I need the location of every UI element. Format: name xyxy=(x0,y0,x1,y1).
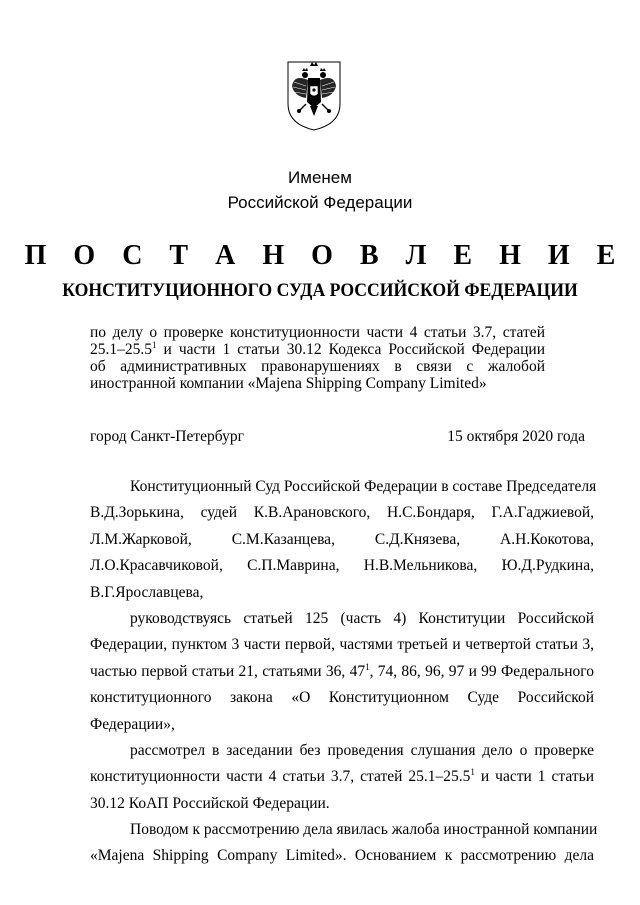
date: 15 октября 2020 года xyxy=(447,428,585,445)
body-line: конституционности части 4 статьи 3.7, статей 25.1–25.5$^1$ и части 1 статьи xyxy=(90,767,594,786)
body-line: Поводом к рассмотрению дела явилась жалоба иностранной компании xyxy=(130,821,598,839)
body-line: Конституционный Суд Российской Федерации в составе Председателя xyxy=(130,478,597,495)
document-body xyxy=(90,474,598,870)
subject-line: по делу о проверке конституционности части 4 статьи 3.7, статей xyxy=(90,324,545,341)
in-the-name-heading: Именем xyxy=(288,168,352,187)
body-line: В.Г.Ярославцева, xyxy=(90,583,204,601)
russian-coat-of-arms-icon xyxy=(284,52,344,132)
body-line: Л.О.Красавчиковой, С.П.Маврина, Н.В.Мельникова, Ю.Д.Рудкина, xyxy=(90,557,594,575)
subject-line: об административных правонарушениях в связи с жалобой xyxy=(90,358,545,375)
city: город Санкт-Петербург xyxy=(90,428,244,445)
body-line: конституционного закона «О Конституционном Суде Российской xyxy=(90,689,594,707)
body-line: рассмотрел в заседании без проведения слушания дело о проверке xyxy=(130,741,594,759)
subject-line: 25.1–25.5$^1$ и части 1 статьи 30.12 Кодекса Российской Федерации xyxy=(90,340,545,358)
subject-line: иностранной компании «Majena Shipping Company Limited» xyxy=(90,375,487,392)
body-line: частью первой статьи 21, статьями 36, $47^1$, 74, 86, 96, 97 и 99 Федерального xyxy=(90,661,594,680)
body-line: Федерации, пунктом 3 части первой, частями третьей и четвертой статьи 3, xyxy=(90,636,594,654)
body-line: Л.М.Жарковой, С.М.Казанцева, С.Д.Князева, А.Н.Кокотова, xyxy=(90,530,594,548)
document-title: П О С Т А Н О В Л Е Н И Е xyxy=(24,240,626,271)
case-subject xyxy=(90,324,545,392)
body-line: Федерации», xyxy=(90,715,175,733)
document-subtitle: КОНСТИТУЦИОННОГО СУДА РОССИЙСКОЙ ФЕДЕРАЦИИ xyxy=(62,280,578,301)
body-line: 30.12 КоАП Российской Федерации. xyxy=(90,794,330,812)
federation-heading: Российской Федерации xyxy=(227,193,413,212)
body-line: «Majena Shipping Company Limited». Основанием к рассмотрению дела xyxy=(90,847,594,865)
body-line: руководствуясь статьей 125 (часть 4) Конституции Российской xyxy=(130,609,594,627)
body-line: В.Д.Зорькина, судей К.В.Арановского, Н.С.Бондаря, Г.А.Гаджиевой, xyxy=(90,504,594,522)
